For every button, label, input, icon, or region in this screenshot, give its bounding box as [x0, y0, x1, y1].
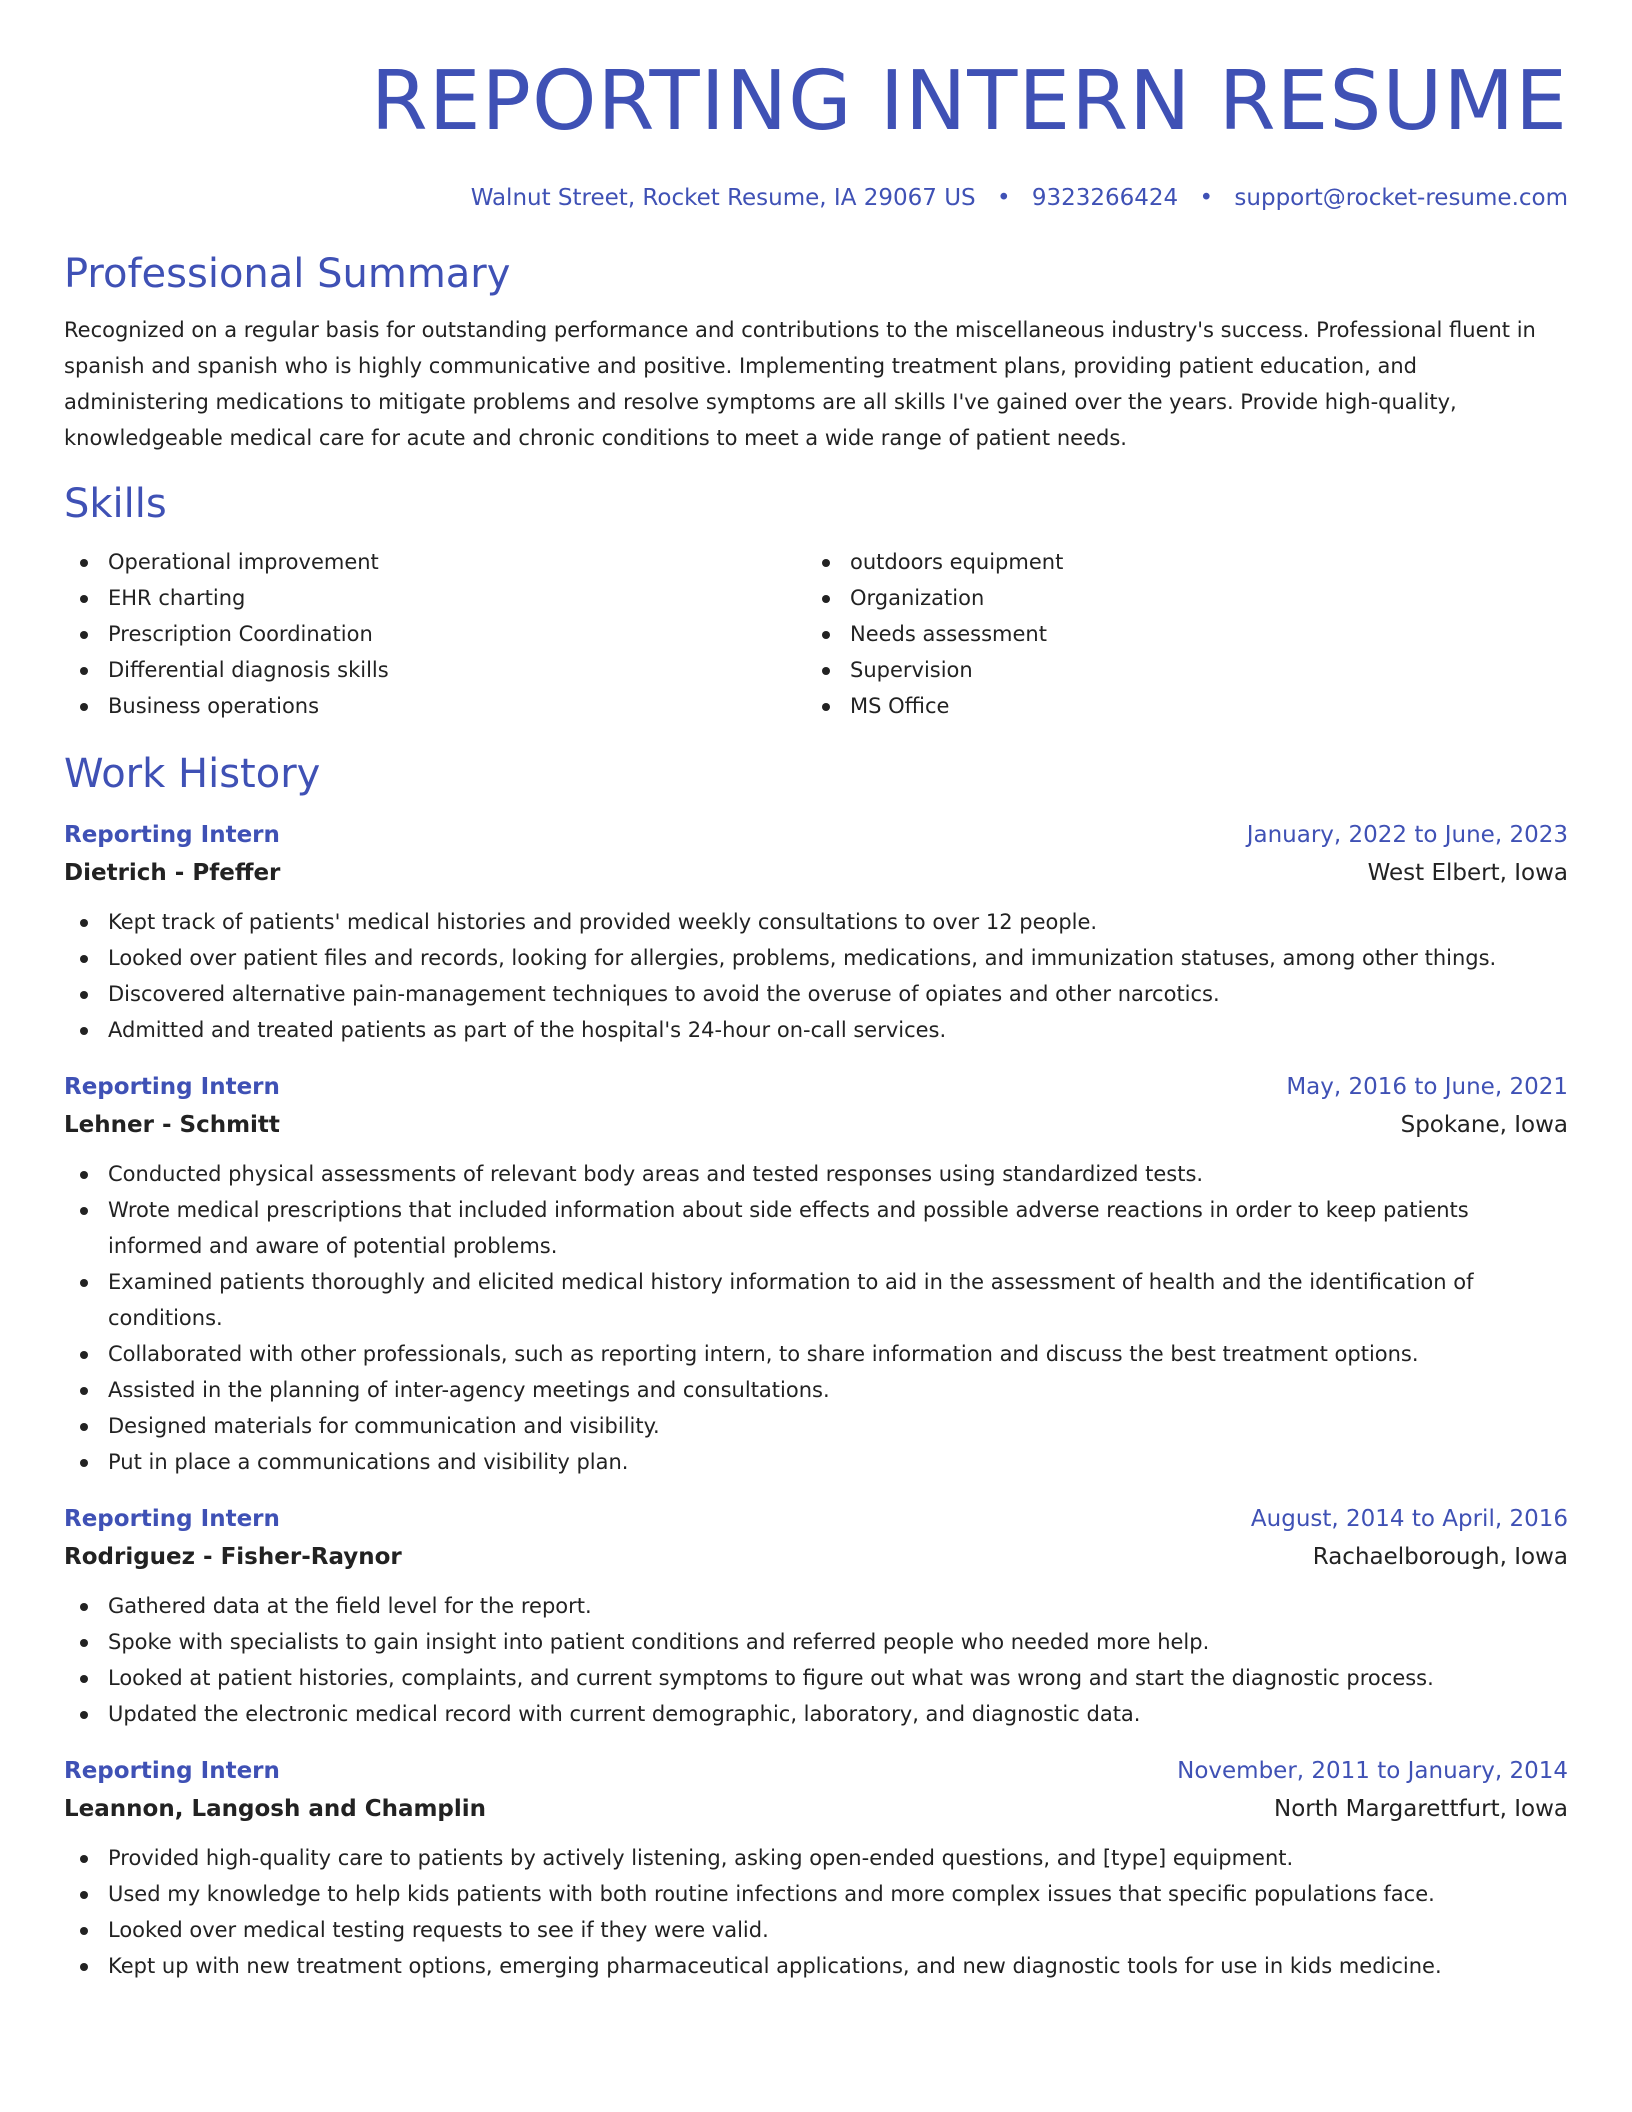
job-bullet: Looked at patient histories, complaints, and current symptoms to figure out what was wrong and start the diagnostic process. [64, 1660, 1568, 1696]
job-title: Reporting Intern [64, 1758, 280, 1784]
job-bullets [64, 1840, 1568, 1984]
address: Walnut Street, Rocket Resume, IA 29067 US [470, 185, 976, 211]
job-bullet: Admitted and treated patients as part of the hospital's 24-hour on-call services. [64, 1012, 1568, 1048]
skill-item: EHR charting [64, 580, 806, 616]
skill-item: Supervision [806, 652, 1548, 688]
job-bullet: Kept up with new treatment options, emerging pharmaceutical applications, and new diagnostic tools for use in kids medicine. [64, 1948, 1568, 1984]
skill-item: Operational improvement [64, 544, 806, 580]
job-bullets [64, 1156, 1568, 1480]
phone: 9323266424 [1031, 185, 1179, 211]
job-dates: May, 2016 to June, 2021 [1286, 1074, 1568, 1100]
company-name: Dietrich - Pfeffer [64, 860, 281, 886]
skill-item: Organization [806, 580, 1548, 616]
job-bullet: Provided high-quality care to patients by actively listening, asking open-ended questions, and [type] equipment. [64, 1840, 1568, 1876]
skills-column-right [806, 544, 1548, 724]
work-history-heading: Work History [64, 751, 321, 797]
job-bullet: Designed materials for communication and visibility. [64, 1408, 1568, 1444]
skills-column-left [64, 544, 806, 724]
job-dates: August, 2014 to April, 2016 [1250, 1506, 1568, 1532]
skills-heading: Skills [64, 481, 167, 527]
job-bullet: Looked over patient files and records, looking for allergies, problems, medications, and immunization statuses, among other things. [64, 940, 1568, 976]
company-name: Lehner - Schmitt [64, 1112, 280, 1138]
job-entry [64, 1068, 1568, 1480]
job-bullet: Updated the electronic medical record with current demographic, laboratory, and diagnostic data. [64, 1696, 1568, 1732]
job-location: Spokane, Iowa [1400, 1112, 1568, 1138]
resume-page [64, 52, 1568, 1984]
job-entry [64, 816, 1568, 1048]
job-bullet: Kept track of patients' medical histories and provided weekly consultations to over 12 people. [64, 904, 1568, 940]
contact-line [64, 182, 1568, 214]
work-history-list [64, 816, 1568, 1984]
job-title: Reporting Intern [64, 822, 280, 848]
skill-item: outdoors equipment [806, 544, 1548, 580]
skill-item: Business operations [64, 688, 806, 724]
job-bullet: Conducted physical assessments of relevant body areas and tested responses using standardized tests. [64, 1156, 1568, 1192]
summary-heading: Professional Summary [64, 251, 511, 297]
skill-item: MS Office [806, 688, 1548, 724]
job-dates: January, 2022 to June, 2023 [1246, 822, 1568, 848]
summary-text: Recognized on a regular basis for outstanding performance and contributions to the miscellaneous industry's success. Professional fluent in spanish and spanish who is highly communicative and positive. Implementing treatment plans, providing patient education, and administering medications to mitigate problems and resolve symptoms are all skills I've gained over the years. Provide high-quality, knowledgeable medical care for acute and chronic conditions to meet a wide range of patient needs. [64, 318, 1536, 450]
job-bullet: Spoke with specialists to gain insight into patient conditions and referred people who needed more help. [64, 1624, 1568, 1660]
job-bullet: Collaborated with other professionals, such as reporting intern, to share information and discuss the best treatment options. [64, 1336, 1568, 1372]
email: support@rocket-resume.com [1234, 185, 1568, 211]
job-bullet: Gathered data at the field level for the report. [64, 1588, 1568, 1624]
job-location: Rachaelborough, Iowa [1312, 1544, 1568, 1570]
company-name: Leannon, Langosh and Champlin [64, 1796, 487, 1822]
resume-header [64, 52, 1568, 214]
job-bullet: Wrote medical prescriptions that included information about side effects and possible adverse reactions in order to keep patients informed and aware of potential problems. [64, 1192, 1568, 1264]
job-title: Reporting Intern [64, 1506, 280, 1532]
job-entry [64, 1500, 1568, 1732]
resume-title: REPORTING INTERN RESUME [370, 54, 1568, 149]
job-location: West Elbert, Iowa [1367, 860, 1568, 886]
separator: • [996, 185, 1011, 211]
skill-item: Prescription Coordination [64, 616, 806, 652]
company-name: Rodriguez - Fisher-Raynor [64, 1544, 402, 1570]
skill-item: Needs assessment [806, 616, 1548, 652]
job-bullet: Discovered alternative pain-management techniques to avoid the overuse of opiates and other narcotics. [64, 976, 1568, 1012]
job-bullet: Put in place a communications and visibility plan. [64, 1444, 1568, 1480]
job-bullets [64, 904, 1568, 1048]
job-entry [64, 1752, 1568, 1984]
job-bullet: Examined patients thoroughly and elicited medical history information to aid in the assessment of health and the identification of conditions. [64, 1264, 1568, 1336]
job-bullet: Assisted in the planning of inter-agency meetings and consultations. [64, 1372, 1568, 1408]
job-title: Reporting Intern [64, 1074, 280, 1100]
separator: • [1199, 185, 1214, 211]
job-bullets [64, 1588, 1568, 1732]
job-bullet: Used my knowledge to help kids patients with both routine infections and more complex issues that specific populations face. [64, 1876, 1568, 1912]
job-dates: November, 2011 to January, 2014 [1177, 1758, 1568, 1784]
skills-list [64, 544, 1568, 724]
skill-item: Differential diagnosis skills [64, 652, 806, 688]
job-bullet: Looked over medical testing requests to see if they were valid. [64, 1912, 1568, 1948]
job-location: North Margarettfurt, Iowa [1274, 1796, 1568, 1822]
